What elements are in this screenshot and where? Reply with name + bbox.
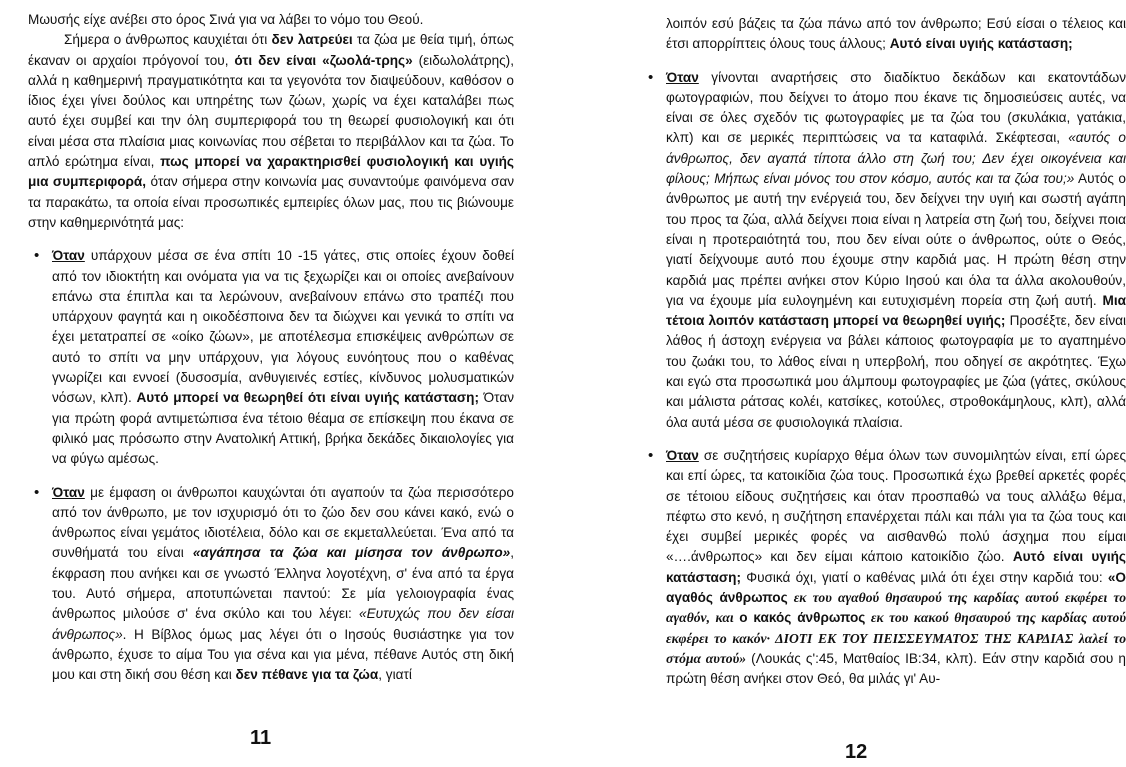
text-run: Όταν για πρώτη φορά αντιμετώπισα ένα τέτοιο θέαμα σε επίσκεψη που έκανα σε φιλικό μας πρόσωπο στην Ανατολική Αττική, βρήκα δεκάδες δικαιολογίες για να φύγω αμέσως. bbox=[52, 390, 515, 467]
text-run: . Η Βίβλος όμως μας λέγει ότι ο Ιησούς θυσιάστηκε για τον άνθρωπο, έχυσε το αίμα Του για σένα και για μένα, πέθανε Αυτός στη δική μου και στη δική σου θέση και bbox=[52, 626, 514, 683]
bullet-lead: Όταν bbox=[666, 447, 699, 463]
text-run: υπάρχουν μέσα σε ένα σπίτι 10 -15 γάτες, στις οποίες έχουν δοθεί από τον ιδιοκτήτη και ονόματα για να τις ξεχωρίζει και οι οποίες ανεβαίνουν επάνω στα έπιπλα και τα λερώνουν, ανεβαίνουν επάνω στο τραπέζι που υπάρχουν φαγητά και η οικοδέσποινα δεν τα διώχνει και γενικά το σπίτι να έχει μετατραπεί σε «οίκο ζώων», με αποτέλεσμα επισκέψεις ανθρώπων σε αυτό το σπίτι να μην υπάρχουν, για λόγους ευνόητους που ο καθένας γνωρίζει και εννοεί (δυσοσμία, ανθυγιεινές εστίες, κίνδυνος μολυσματικών νόσων, κλπ). bbox=[52, 248, 514, 406]
text-run: Φυσικά όχι, γιατί ο καθένας μιλά ότι έχει στην καρδιά του: bbox=[741, 569, 1108, 585]
text-run: Προσέξτε, δεν είναι λάθος ή άστοχη ενέργεια να βάλει κάποιος φωτογραφία με το αγαπημένο του ζωάκι του, το λάθος είναι η υπερβολή, που οδηγεί σε ακρότητες. Έχω και εγώ στα προσωπικά μου άλμπουμ φωτογραφίες με ζώα (γάτες, σκύλους και μάλιστα ράτσας κολέι, κατσίκες, κοτούλες, στροθοκάμηλους, κλπ), αλλά όλα αυτά μέσα σε φυσιολογικά πλαίσια. bbox=[666, 313, 1126, 430]
text-run: (Λουκάς ς':45, Ματθαίος ΙΒ:34, κλπ). Εάν στην καρδιά σου η πρώτη θέση ανήκει στον Θεό, θα μιλάς γι' Αυ- bbox=[666, 650, 1126, 687]
text-run: Σήμερα ο άνθρωπος καυχιέται ότι bbox=[64, 32, 272, 48]
bullet-list-left bbox=[28, 246, 514, 685]
text-run: τα ζώα με θεία τιμή, όπως έκαναν οι αρχαίοι πρόγονοί του, bbox=[28, 32, 514, 68]
continuation-paragraph bbox=[642, 14, 1126, 55]
top-line: Μωυσής είχε ανέβει στο όρος Σινά για να λάβει το νόμο του Θεού. bbox=[28, 12, 424, 27]
paragraph-1 bbox=[28, 30, 514, 233]
page-number: 11 bbox=[250, 727, 272, 749]
text-run: λοιπόν εσύ βάζεις τα ζώα πάνω από τον άνθρωπο; Εσύ είσαι ο τέλειος και έτσι απορρίπτεις όλους τους άλλους; bbox=[666, 16, 1126, 52]
quote-serif: εκ του κακού θησαυρού της καρδίας αυτού εκφέρει το κακόν· ΔΙΟΤΙ ΕΚ ΤΟΥ ΠΕΙΣΣΕΥΜΑΤΟΣ ΤΗΣ ΚΑΡΔΙΑΣ λαλεί το στόμα αυτού» bbox=[666, 610, 1126, 666]
bullet-list-right bbox=[642, 68, 1126, 690]
bold-run: Αυτό είναι υγιής κατάσταση; bbox=[889, 36, 1073, 52]
bold-italic-run: «αγάπησα τα ζώα και μίσησα τον άνθρωπο» bbox=[192, 545, 511, 561]
text-run: όταν σήμερα στην κοινωνία μας συναντούμε φαινόμενα σαν τα παρακάτω, τα οποία είναι προσωπικές εμπειρίες όλων μας, που τις βιώνουμε στην καθημερινότητά μας: bbox=[28, 174, 514, 230]
bullet-lead: Όταν bbox=[666, 69, 699, 85]
text-run: με έμφαση οι άνθρωποι καυχώνται ότι αγαπούν τα ζώα περισσότερο από τον άνθρωπο, με τον ισχυρισμό ότι το ζώο δεν σου κάνει κακό, ενώ ο άνθρωπος είναι γεμάτος ιδιοτέλεια, δόλο και σε εκμεταλλεύεται. Ένα από τα συνθήματά του είναι bbox=[52, 484, 514, 561]
italic-run: «Ευτυχώς που δεν είσαι άνθρωπος» bbox=[52, 606, 514, 642]
text-run: σε συζητήσεις κυρίαρχο θέμα όλων των συνομιλητών είναι, επί ώρες και επί ώρες, τα κατοικίδια ζώα τους. Προσωπικά έχω βρεθεί αρκετές φορές σε τέτοιου είδους συζητήσεις και όταν προσπαθώ να τους αλλάξω θέμα, πέφτω στο κενό, η συζήτηση επανέρχεται πάλι και πάλι για τα ζώα τους και έχει συμβεί μερικές φορές να αισθανθώ πολύ άσχημα που είμαι «….άνθρωπος» και δεν είμαι κάποιο κατοικίδιο ζώο. bbox=[666, 447, 1126, 565]
bold-run: ότι δεν είναι «ζωολά-τρης» bbox=[234, 52, 413, 68]
text-run: (ειδωλολάτρης), αλλά η καθημερινή πραγματικότητα και τα γεγονότα τον διαψεύδουν, καθόσον ο ίδιος έχει γίνει δούλος και υπηρέτης των ζώων, χωρίς να έχει καταλάβει πως αυτό έχει συμβεί και την όλη συμπεριφορά του τη θεωρεί φυσιολογική και ότι είναι μέσα στα πλαίσια μιας κοινωνίας που σέβεται το περιβάλλον και τα ζώα. Το απλό ερώτημα είναι, bbox=[28, 52, 514, 170]
quote-bold: ο κακός άνθρωπος bbox=[739, 610, 866, 626]
quote-serif: εκ του αγαθού θησαυρού της καρδίας αυτού εκφέρει το αγαθόν, και bbox=[666, 590, 1126, 626]
bullet-lead: Όταν bbox=[52, 484, 85, 500]
bold-run: δεν λατρεύει bbox=[271, 32, 353, 48]
right-page-text bbox=[642, 14, 1126, 690]
right-page bbox=[560, 0, 1126, 767]
text-run: Αυτός ο άνθρωπος με αυτή την ενέργειά του, δεν δείχνει την υγιή και σωστή αγάπη του προς τα ζώα, αλλά δείχνει ποια είναι η λατρεία στη ζωή του, δείχνει ποια είναι η προτεραιότητά του, που δεν είναι ούτε ο άνθρωπος, ούτε ο Θεός, γιατί δείχνουμε αυτό που έχουμε στην καρδιά μας. Η πρώτη θέση στην καρδιά μας πρέπει ανήκει στον Κύριο Ιησού και όλα τα άλλα ακολουθούν, για να έχουμε μία ευλογημένη και ευτυχισμένη πορεία στη ζωή αυτή. bbox=[666, 171, 1126, 308]
bold-run: δεν πέθανε για τα ζώα bbox=[235, 667, 379, 683]
italic-run: «αυτός ο άνθρωπος, δεν αγαπά τίποτα άλλο στη ζωή του; Δεν έχει οικογένεια και φίλους; Μήπως είναι μόνος του στον κόσμο, αυτός και τα ζώα του;» bbox=[666, 130, 1126, 187]
page-number: 12 bbox=[845, 741, 868, 763]
quote-bold: «Ο αγαθός άνθρωπος bbox=[666, 569, 1126, 606]
bullet-lead: Όταν bbox=[52, 248, 85, 264]
bullet-item-photos bbox=[642, 68, 1126, 433]
bold-run: Μια τέτοια λοιπόν κατάσταση μπορεί να θεωρηθεί υγιής; bbox=[666, 292, 1126, 329]
text-run: , έκφραση που ανήκει και σε γνωστό Έλληνα λογοτέχνη, σ' ένα από τα έργα του. Αυτό σήμερα, αποτυπώνεται παντού: Σε μία γελοιογραφία ένας άνθρωπος μιλούσε σ' ένα σκύλο και του λέγει: bbox=[52, 545, 514, 622]
bold-run: Αυτό είναι υγιής κατάσταση; bbox=[666, 549, 1126, 585]
left-page-text bbox=[28, 10, 514, 686]
text-run: γίνονται αναρτήσεις στο διαδίκτυο δεκάδων και εκατοντάδων φωτογραφιών, που δείχνει το άτομο που έκανε τις δημοσιεύσεις αυτές, να είναι σε όλες σχεδόν τις φωτογραφίες με τα ζώα του (σκυλάκια, γατάκια, κλπ) και σε μερικές περιπτώσεις να τα καταφιλά. Σκέφτεσαι, bbox=[666, 69, 1126, 146]
bullet-item-love-animals bbox=[28, 483, 514, 686]
bold-run: Αυτό μπορεί να θεωρηθεί ότι είναι υγιής κατάσταση; bbox=[136, 390, 480, 406]
text-run: , γιατί bbox=[378, 667, 412, 683]
bullet-item-conversations bbox=[642, 446, 1126, 690]
left-page bbox=[0, 0, 560, 767]
bold-run: πως μπορεί να χαρακτηρισθεί φυσιολογική και υγιής μια συμπεριφορά, bbox=[28, 154, 514, 190]
bullet-item-cats bbox=[28, 246, 514, 469]
